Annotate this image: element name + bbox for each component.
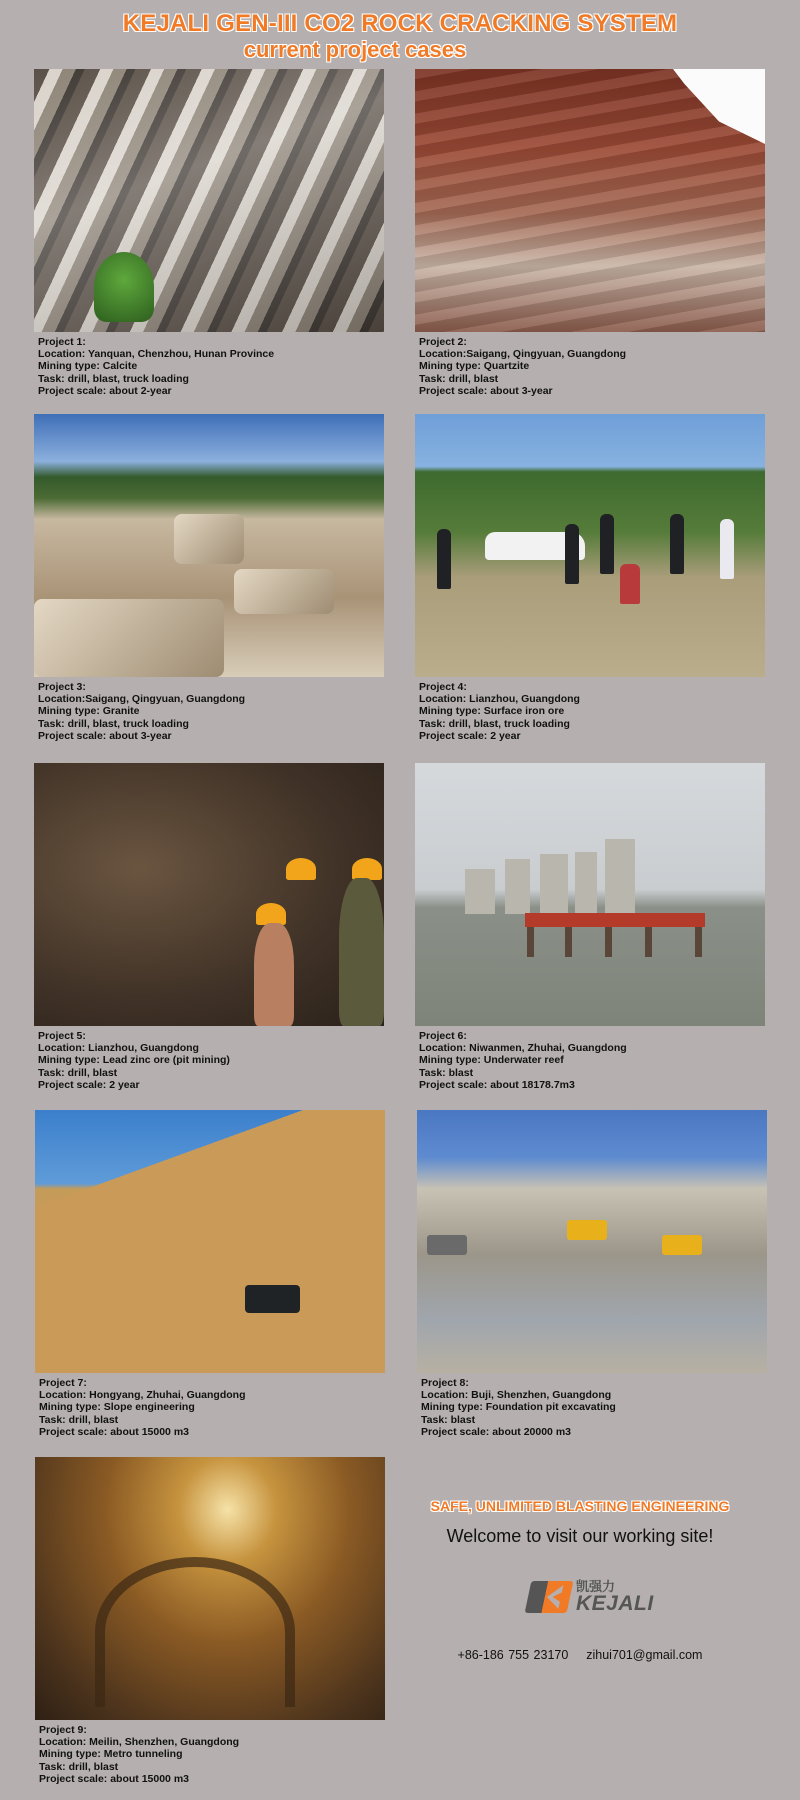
project-card-5: [34, 763, 384, 1091]
project-scale: Project scale: about 15000 m3: [39, 1772, 189, 1785]
project-title: Project 4:: [419, 681, 467, 693]
project-mining-type: Mining type: Slope engineering: [39, 1401, 195, 1414]
project-location: Location: Lianzhou, Guangdong: [419, 693, 580, 706]
project-1-caption: [34, 336, 384, 397]
project-9-caption: [35, 1724, 385, 1785]
project-4-caption: [415, 681, 765, 742]
project-mining-type: Mining type: Calcite: [38, 360, 138, 373]
project-card-2: [415, 69, 765, 397]
project-scale: Project scale: about 15000 m3: [39, 1425, 189, 1438]
project-title: Project 9:: [39, 1724, 87, 1736]
project-task: Task: drill, blast: [39, 1413, 119, 1426]
project-task: Task: blast: [419, 1066, 474, 1079]
project-9-photo: [35, 1457, 385, 1720]
kejali-logo: [528, 1578, 668, 1616]
tagline: SAFE, UNLIMITED BLASTING ENGINEERING: [430, 1498, 730, 1514]
contact-info: [380, 1648, 780, 1662]
project-card-4: [415, 414, 765, 742]
project-3-caption: [34, 681, 384, 742]
project-location: Location: Meilin, Shenzhen, Guangdong: [39, 1736, 240, 1749]
project-mining-type: Mining type: Metro tunneling: [39, 1748, 183, 1761]
logo-mark-icon: [525, 1581, 574, 1613]
project-8-caption: [417, 1377, 767, 1438]
project-title: Project 5:: [38, 1030, 86, 1042]
project-task: Task: drill, blast: [419, 372, 499, 385]
project-card-3: [34, 414, 384, 742]
title-line-2: current project cases: [243, 37, 467, 62]
project-4-photo: [415, 414, 765, 677]
project-6-photo: [415, 763, 765, 1026]
project-mining-type: Mining type: Granite: [38, 705, 140, 718]
project-2-caption: [415, 336, 765, 397]
project-title: Project 7:: [39, 1377, 87, 1389]
contact-phone: +86-186 755 23170: [457, 1648, 569, 1662]
project-mining-type: Mining type: Lead zinc ore (pit mining): [38, 1054, 230, 1067]
project-location: Location:Saigang, Qingyuan, Guangdong: [419, 348, 627, 361]
project-scale: Project scale: about 3-year: [419, 384, 553, 397]
project-mining-type: Mining type: Underwater reef: [419, 1054, 564, 1067]
project-mining-type: Mining type: Foundation pit excavating: [421, 1401, 616, 1414]
project-mining-type: Mining type: Quartzite: [419, 360, 530, 373]
project-card-7: [35, 1110, 385, 1438]
logo-english-text: KEJALI: [576, 1592, 654, 1615]
project-location: Location: Niwanmen, Zhuhai, Guangdong: [419, 1042, 627, 1055]
project-scale: Project scale: 2 year: [38, 1078, 140, 1091]
welcome-message: Welcome to visit our working site!: [446, 1526, 714, 1546]
project-location: Location: Buji, Shenzhen, Guangdong: [421, 1389, 612, 1402]
project-3-photo: [34, 414, 384, 677]
project-scale: Project scale: about 18178.7m3: [419, 1078, 575, 1091]
contact-email[interactable]: zihui701@gmail.com: [586, 1648, 703, 1662]
project-task: Task: drill, blast, truck loading: [38, 717, 189, 730]
project-6-caption: [415, 1030, 765, 1091]
project-task: Task: drill, blast, truck loading: [419, 717, 570, 730]
project-task: Task: drill, blast, truck loading: [38, 372, 189, 385]
project-card-1: [34, 69, 384, 397]
logo-chinese-text: 凯强力: [576, 1579, 616, 1594]
project-location: Location: Lianzhou, Guangdong: [38, 1042, 199, 1055]
project-location: Location:Saigang, Qingyuan, Guangdong: [38, 693, 246, 706]
project-scale: Project scale: about 3-year: [38, 729, 172, 742]
project-location: Location: Yanquan, Chenzhou, Hunan Province: [38, 348, 275, 361]
project-1-photo: [34, 69, 384, 332]
project-7-caption: [35, 1377, 385, 1438]
project-7-photo: [35, 1110, 385, 1373]
project-task: Task: blast: [421, 1413, 476, 1426]
project-scale: Project scale: about 20000 m3: [421, 1425, 571, 1438]
project-card-6: [415, 763, 765, 1091]
project-title: Project 3:: [38, 681, 86, 693]
project-scale: Project scale: 2 year: [419, 729, 521, 742]
page-title: [0, 10, 800, 62]
project-8-photo: [417, 1110, 767, 1373]
project-task: Task: drill, blast: [39, 1760, 119, 1773]
project-title: Project 6:: [419, 1030, 467, 1042]
project-card-9: [35, 1457, 385, 1785]
project-title: Project 1:: [38, 336, 86, 348]
project-card-8: [417, 1110, 767, 1438]
title-line-1: KEJALI GEN-III CO2 ROCK CRACKING SYSTEM: [122, 10, 678, 37]
project-5-caption: [34, 1030, 384, 1091]
project-title: Project 2:: [419, 336, 467, 348]
project-scale: Project scale: about 2-year: [38, 384, 172, 397]
project-2-photo: [415, 69, 765, 332]
project-task: Task: drill, blast: [38, 1066, 118, 1079]
project-title: Project 8:: [421, 1377, 469, 1389]
project-5-photo: [34, 763, 384, 1026]
project-mining-type: Mining type: Surface iron ore: [419, 705, 565, 718]
project-location: Location: Hongyang, Zhuhai, Guangdong: [39, 1389, 246, 1402]
